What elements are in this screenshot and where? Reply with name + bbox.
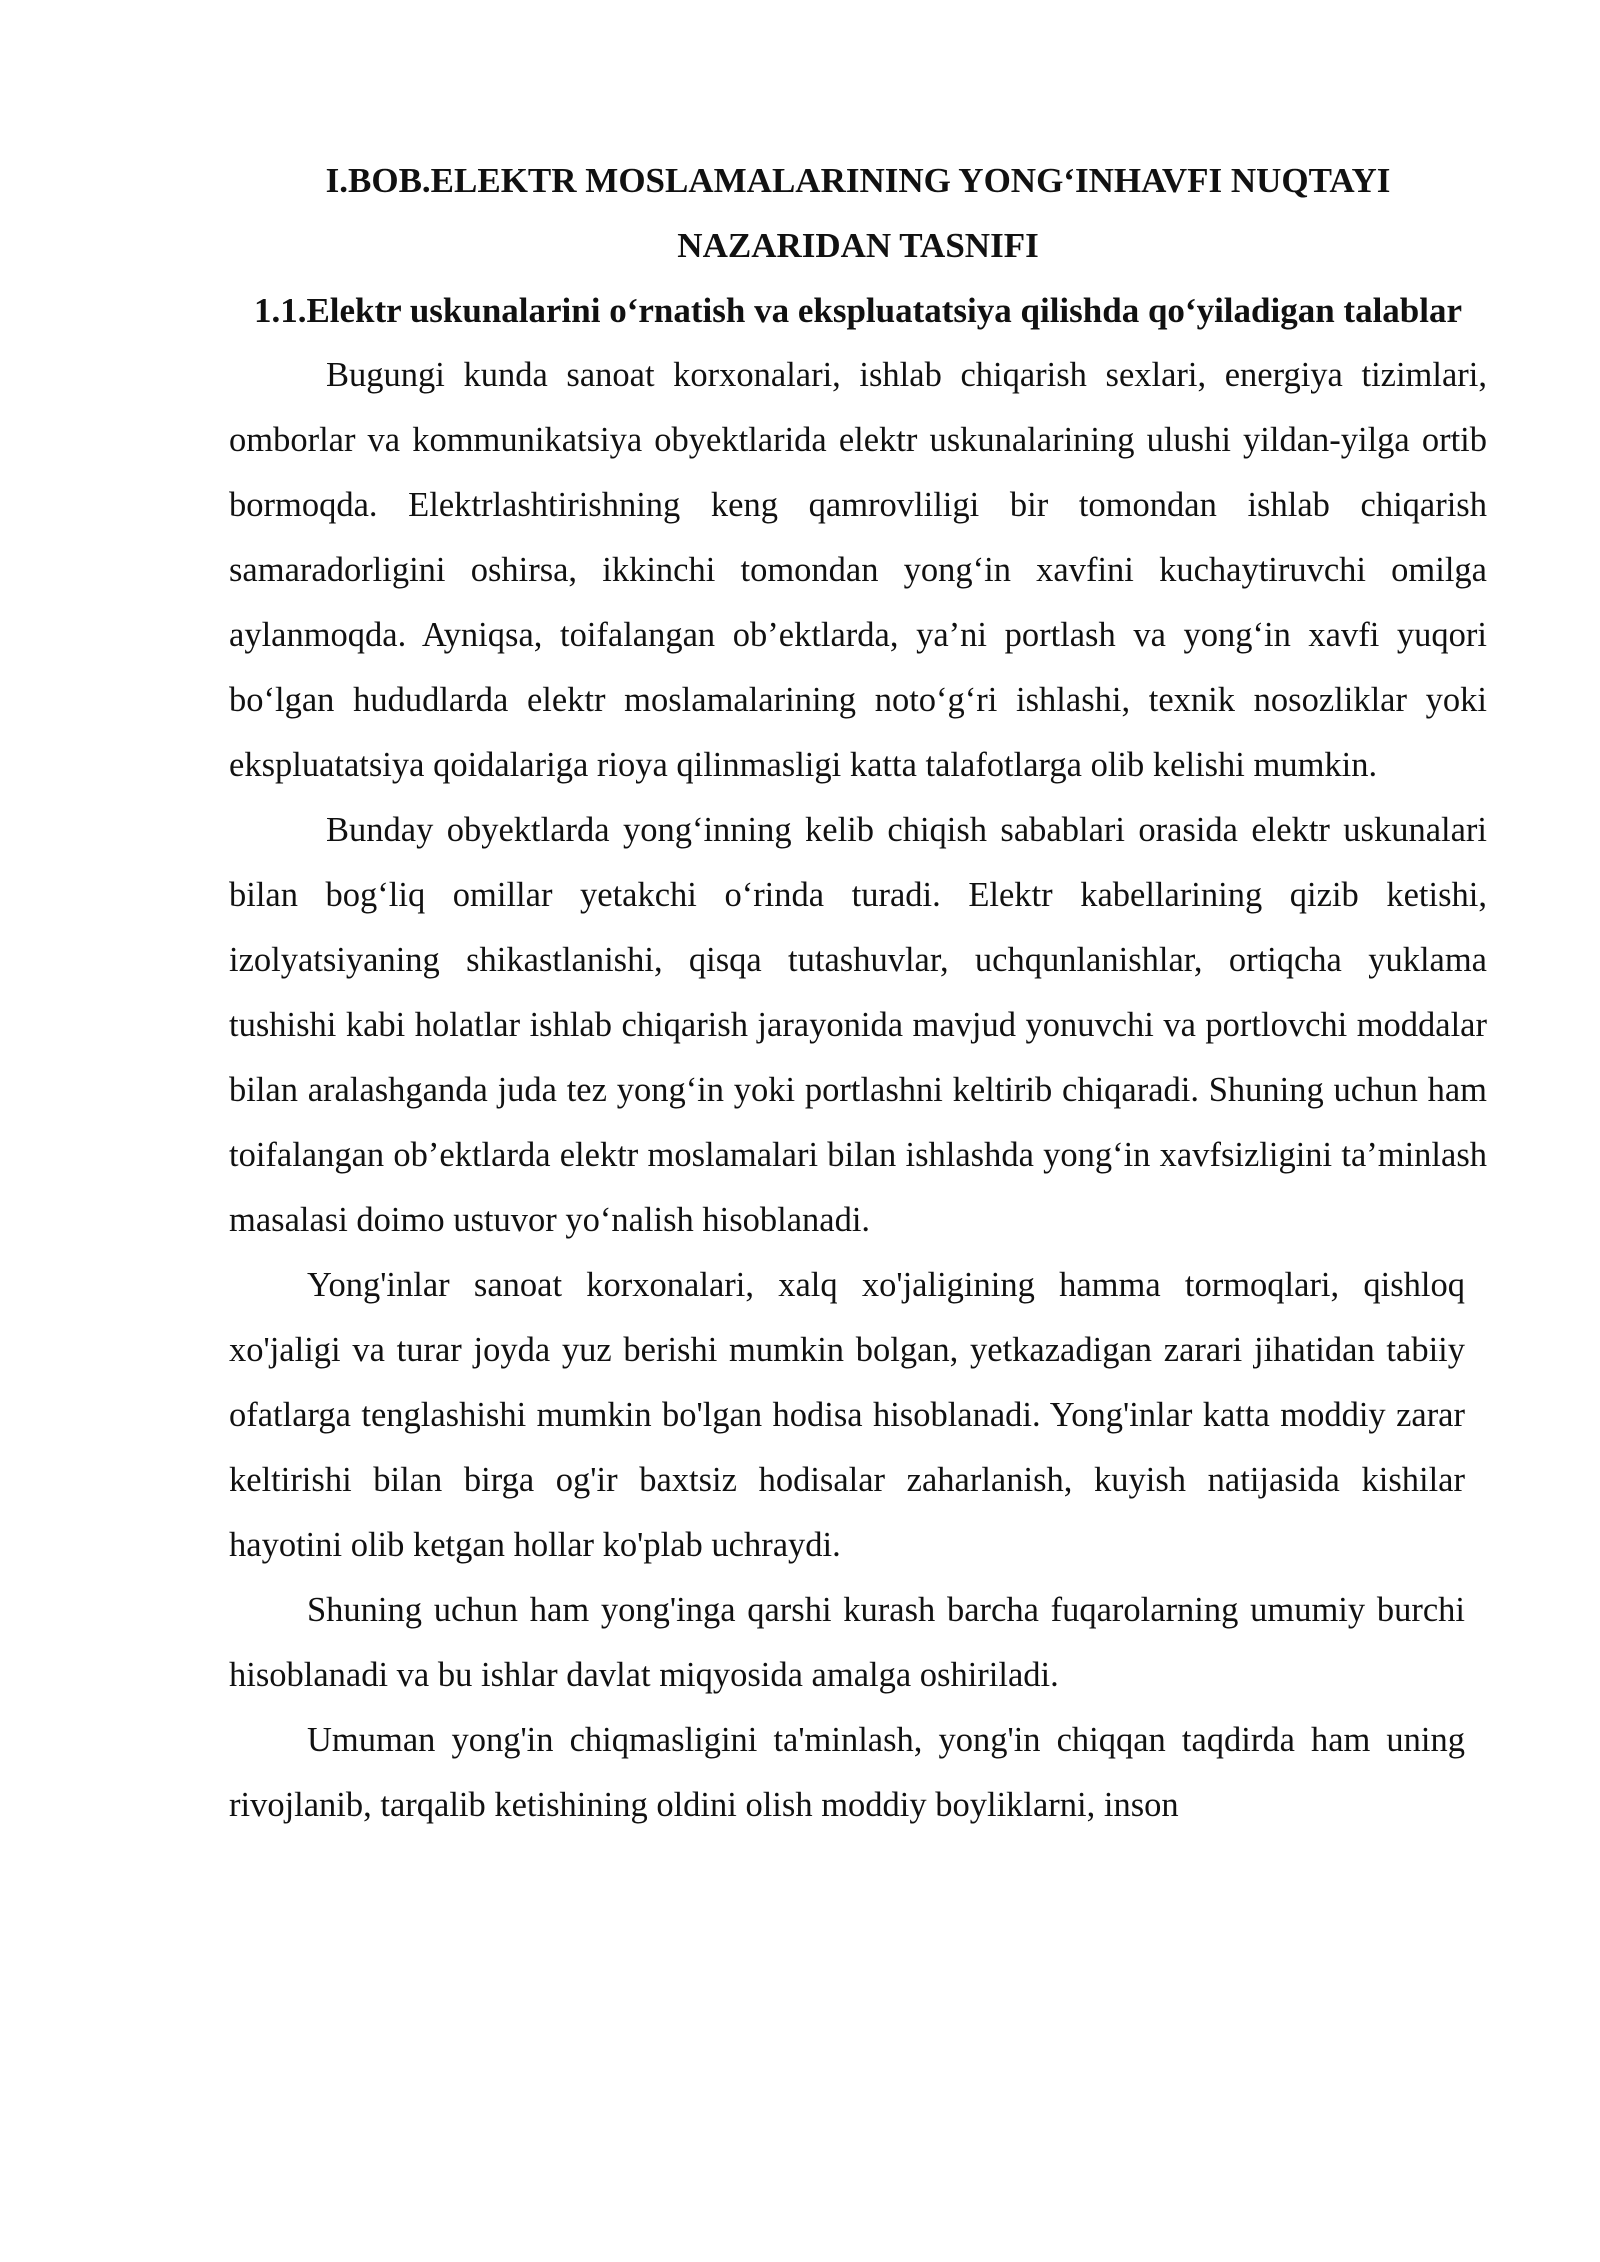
paragraph-2: Bunday obyektlarda yong‘inning kelib chiqish sabablari orasida elektr uskunalari bilan bog‘liq omillar yetakchi o‘rinda turadi. Elektr kabellarining qizib ketishi, izolyatsiyaning shikastlanishi, qisqa tutashuvlar, uchqunlanishlar, ortiqcha yuklama tushishi kabi holatlar ishlab chiqarish jarayonida mavjud yonuvchi va portlovchi moddalar bilan aralashganda juda tez yong‘in yoki portlashni keltirib chiqaradi. Shuning uchun ham toifalangan ob’ektlarda elektr moslamalari bilan ishlashda yong‘in xavfsizligini ta’minlash masalasi doimo ustuvor yo‘nalish hisoblanadi. [229, 811, 1487, 1239]
paragraph-1: Bugungi kunda sanoat korxonalari, ishlab chiqarish sexlari, energiya tizimlari, omborlar va kommunikatsiya obyektlarida elektr uskunalarining ulushi yildan-yilga ortib bormoqda. Elektrlashtirishning keng qamrovliligi bir tomondan ishlab chiqarish samaradorligini oshirsa, ikkinchi tomondan yong‘in xavfini kuchaytiruvchi omilga aylanmoqda. Ayniqsa, toifalangan ob’ektlarda, ya’ni portlash va yong‘in xavfi yuqori bo‘lgan hududlarda elektr moslamalarining noto‘g‘ri ishlashi, texnik nosozliklar yoki ekspluatatsiya qoidalariga rioya qilinmasligi katta talafotlarga olib kelishi mumkin. [229, 356, 1487, 784]
document-body [229, 148, 1487, 1838]
paragraph-5: Umuman yong'in chiqmasligini ta'minlash, yong'in chiqqan taqdirda ham uning rivojlanib, tarqalib ketishining oldini olish moddiy boyliklarni, inson [229, 1721, 1465, 1824]
paragraph-3: Yong'inlar sanoat korxonalari, xalq xo'jaligining hamma tormoqlari, qishloq xo'jaligi va turar joyda yuz berishi mumkin bolgan, yetkazadigan zarari jihatidan tabiiy ofatlarga tenglashishi mumkin bo'lgan hodisa hisoblanadi. Yong'inlar katta moddiy zarar keltirishi bilan birga og'ir baxtsiz hodisalar zaharlanish, kuyish natijasida kishilar hayotini olib ketgan hollar ko'plab uchraydi. [229, 1266, 1465, 1564]
chapter-title: I.BOB.ELEKTR MOSLAMALARINING YONG‘INHAVFI NUQTAYI NAZARIDAN TASNIFI [325, 161, 1391, 265]
section-title: 1.1.Elektr uskunalarini o‘rnatish va ekspluatatsiya qilishda qo‘yiladigan talablar [253, 291, 1463, 330]
paragraph-4: Shuning uchun ham yong'inga qarshi kurash barcha fuqarolarning umumiy burchi hisoblanadi va bu ishlar davlat miqyosida amalga oshiriladi. [229, 1591, 1465, 1694]
